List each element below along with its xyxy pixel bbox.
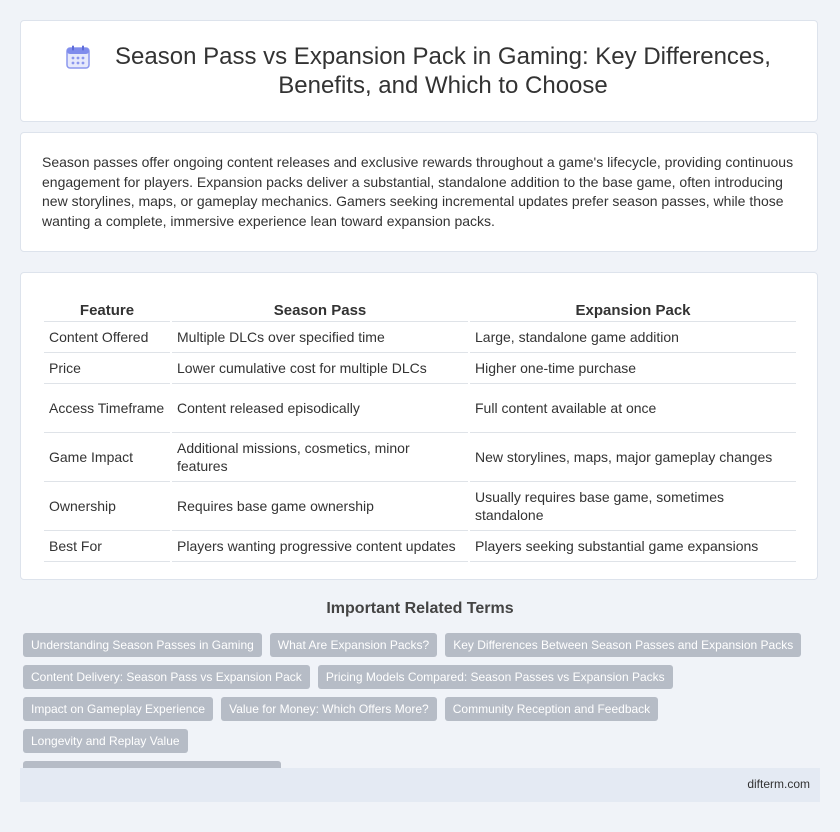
cell-feature: Game Impact	[44, 433, 170, 482]
cell-expansion-pack: Higher one-time purchase	[470, 353, 796, 384]
cell-season-pass: Lower cumulative cost for multiple DLCs	[172, 353, 468, 384]
cell-expansion-pack: New storylines, maps, major gameplay changes	[470, 433, 796, 482]
table-row	[44, 531, 796, 562]
intro-paragraph: Season passes offer ongoing content releases and exclusive rewards throughout a game's lifecycle, providing continuous engagement for players. Expansion packs deliver a substantial, standalone addition to the base game, often introducing new storylines, maps, or gameplay mechanics. Gamers seeking incremental updates prefer season passes, while those wanting a complete, immersive experience lean toward expansion packs.	[42, 154, 794, 229]
cell-season-pass: Players wanting progressive content updates	[172, 531, 468, 562]
cell-season-pass: Multiple DLCs over specified time	[172, 322, 468, 353]
tag-community-reception[interactable]: Community Reception and Feedback	[445, 697, 658, 721]
cell-feature: Access Timeframe	[44, 384, 170, 433]
header-card	[20, 20, 818, 122]
tag-understanding-season-passes[interactable]: Understanding Season Passes in Gaming	[23, 633, 262, 657]
cell-expansion-pack: Full content available at once	[470, 384, 796, 433]
related-terms-title: Important Related Terms	[326, 600, 514, 617]
calendar-icon	[65, 44, 91, 70]
comparison-table	[42, 293, 798, 562]
cell-feature: Ownership	[44, 482, 170, 531]
table-row	[44, 433, 796, 482]
cell-expansion-pack: Players seeking substantial game expansions	[470, 531, 796, 562]
header-season-pass: Season Pass	[172, 293, 468, 322]
comparison-card	[20, 272, 818, 580]
footer	[20, 768, 820, 802]
table-row	[44, 353, 796, 384]
tag-impact-on-gameplay[interactable]: Impact on Gameplay Experience	[23, 697, 213, 721]
table-row	[44, 482, 796, 531]
header-expansion-pack: Expansion Pack	[470, 293, 796, 322]
page-title: Season Pass vs Expansion Pack in Gaming: Key Differences, Benefits, and Which to Choose	[115, 43, 771, 99]
cell-feature: Content Offered	[44, 322, 170, 353]
tag-what-are-expansion-packs[interactable]: What Are Expansion Packs?	[270, 633, 437, 657]
intro-card	[20, 132, 818, 252]
table-row	[44, 322, 796, 353]
cell-season-pass: Content released episodically	[172, 384, 468, 433]
tag-pricing-models[interactable]: Pricing Models Compared: Season Passes vs Expansion Packs	[318, 665, 673, 689]
cell-feature: Best For	[44, 531, 170, 562]
header-feature: Feature	[44, 293, 170, 322]
cell-expansion-pack: Large, standalone game addition	[470, 322, 796, 353]
table-header-row	[44, 293, 796, 322]
tag-longevity-replay[interactable]: Longevity and Replay Value	[23, 729, 188, 753]
cell-season-pass: Additional missions, cosmetics, minor features	[172, 433, 468, 482]
footer-brand[interactable]: difterm.com	[747, 777, 810, 791]
tag-content-delivery[interactable]: Content Delivery: Season Pass vs Expansion Pack	[23, 665, 310, 689]
cell-expansion-pack: Usually requires base game, sometimes standalone	[470, 482, 796, 531]
tag-value-for-money[interactable]: Value for Money: Which Offers More?	[221, 697, 437, 721]
tag-key-differences[interactable]: Key Differences Between Season Passes and Expansion Packs	[445, 633, 801, 657]
table-row	[44, 384, 796, 433]
cell-season-pass: Requires base game ownership	[172, 482, 468, 531]
cell-feature: Price	[44, 353, 170, 384]
title-wrap	[21, 21, 817, 121]
